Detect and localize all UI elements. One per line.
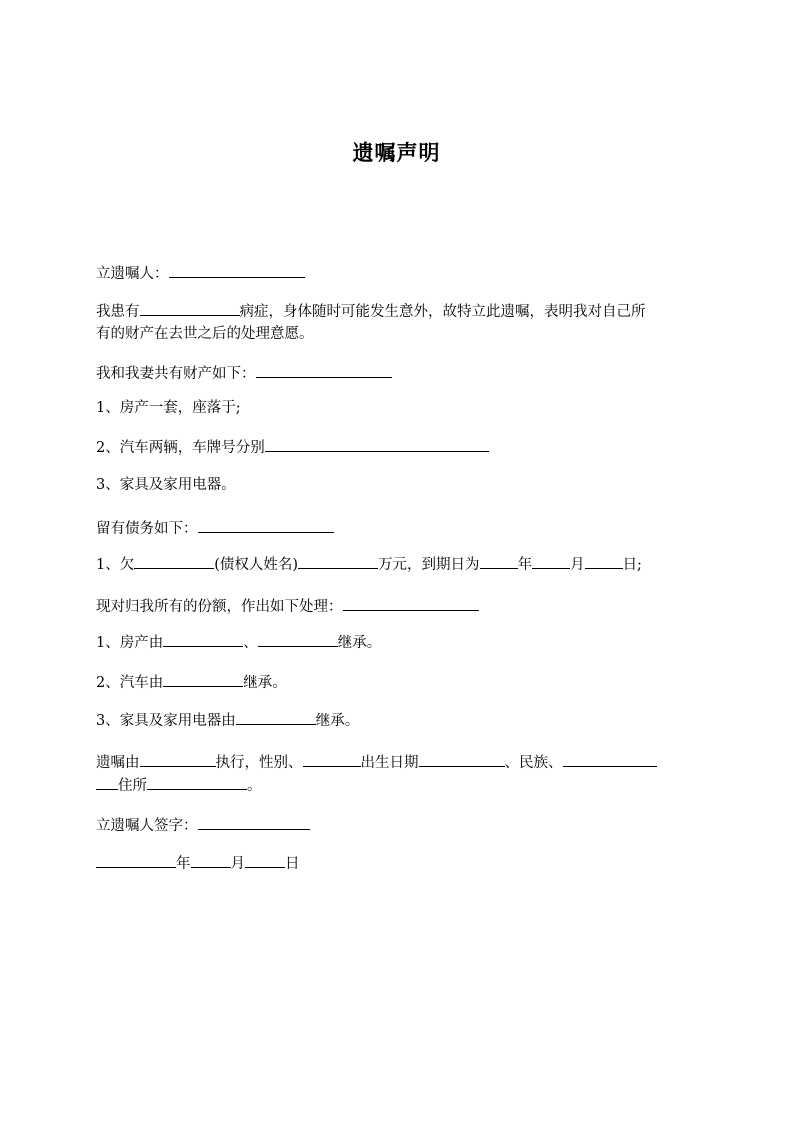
signature-line <box>96 814 310 836</box>
property-item-2 <box>96 436 489 458</box>
illness-blank[interactable] <box>140 300 240 316</box>
sign-day-blank[interactable] <box>245 852 285 868</box>
due-day-blank[interactable] <box>585 553 623 569</box>
house-heir-2-blank[interactable] <box>258 631 338 647</box>
furniture-prefix: 3、家具及家用电器由 <box>96 713 236 729</box>
sign-month-label: 月 <box>230 856 245 872</box>
joint-property-label: 我和我妻共有财产如下： <box>96 366 256 382</box>
sign-day-label: 日 <box>285 856 300 872</box>
due-year-blank[interactable] <box>480 553 518 569</box>
testator-label: 立遗嘱人： <box>96 266 169 282</box>
signature-label: 立遗嘱人签字： <box>96 818 198 834</box>
date-line <box>96 852 300 874</box>
amount-blank[interactable] <box>298 553 378 569</box>
joint-property-line <box>96 362 392 384</box>
disposal-house-line <box>96 631 381 653</box>
joint-property-blank[interactable] <box>256 362 392 378</box>
ethnicity-label: 、民族、 <box>504 755 563 771</box>
ethnicity-blank[interactable] <box>563 751 657 767</box>
disposal-car-line <box>96 671 287 693</box>
debts-label: 留有债务如下： <box>96 521 198 537</box>
house-suffix: 继承。 <box>337 635 382 651</box>
property-item-text: 2、汽车两辆，车牌号分别 <box>96 440 265 456</box>
birth-date-blank[interactable] <box>419 751 505 767</box>
debt-item-line <box>96 553 642 575</box>
birth-date-label: 出生日期 <box>360 755 419 771</box>
executor-prefix: 遗嘱由 <box>96 755 140 771</box>
due-date-label: 万元，到期日为 <box>378 557 480 573</box>
disposal-blank[interactable] <box>343 595 479 611</box>
executor-end: 。 <box>247 778 262 794</box>
illness-paragraph <box>96 300 698 345</box>
executor-paragraph <box>96 751 698 797</box>
signature-blank[interactable] <box>198 814 310 830</box>
sign-month-blank[interactable] <box>191 852 231 868</box>
furniture-suffix: 继承。 <box>315 713 360 729</box>
disposal-line <box>96 595 479 617</box>
residence-label: 住所 <box>118 778 147 794</box>
plate-number-blank[interactable] <box>265 436 489 452</box>
gender-blank[interactable] <box>303 751 361 767</box>
car-prefix: 2、汽车由 <box>96 675 164 691</box>
debts-blank[interactable] <box>198 517 334 533</box>
house-separator: 、 <box>243 635 258 651</box>
document-title: 遗嘱声明 <box>352 141 441 165</box>
car-heir-blank[interactable] <box>163 671 243 687</box>
executor-gender-label: 执行，性别、 <box>215 755 303 771</box>
property-item-1 <box>96 398 241 418</box>
property-item-text: 1、房产一套，座落于; <box>96 400 241 416</box>
debts-line <box>96 517 334 539</box>
illness-text: 病症，身体随时可能发生意外，故特立此遗嘱，表明我对自己所 <box>239 304 646 320</box>
due-month-blank[interactable] <box>532 553 570 569</box>
furniture-heir-blank[interactable] <box>236 709 316 725</box>
property-item-text: 3、家具及家用电器。 <box>96 477 236 493</box>
disposal-label: 现对归我所有的份额，作出如下处理： <box>96 599 343 615</box>
property-item-3 <box>96 475 236 495</box>
car-suffix: 继承。 <box>243 675 287 691</box>
illness-text-line2: 有的财产在去世之后的处理意愿。 <box>96 326 314 342</box>
creditor-label: (债权人姓名) <box>214 557 299 573</box>
house-heir-1-blank[interactable] <box>163 631 243 647</box>
day-label: 日; <box>622 557 642 573</box>
debt-prefix: 1、欠 <box>96 557 135 573</box>
house-prefix: 1、房产由 <box>96 635 164 651</box>
illness-prefix: 我患有 <box>96 304 140 320</box>
ethnicity-blank-continued[interactable] <box>96 774 118 790</box>
month-label: 月 <box>570 557 585 573</box>
executor-blank[interactable] <box>140 751 216 767</box>
residence-blank[interactable] <box>147 774 247 790</box>
creditor-blank[interactable] <box>134 553 214 569</box>
disposal-furniture-line <box>96 709 359 731</box>
testator-blank[interactable] <box>169 262 305 278</box>
year-label: 年 <box>517 557 533 573</box>
sign-year-blank[interactable] <box>96 852 176 868</box>
sign-year-label: 年 <box>176 856 191 872</box>
testator-line <box>96 262 305 284</box>
